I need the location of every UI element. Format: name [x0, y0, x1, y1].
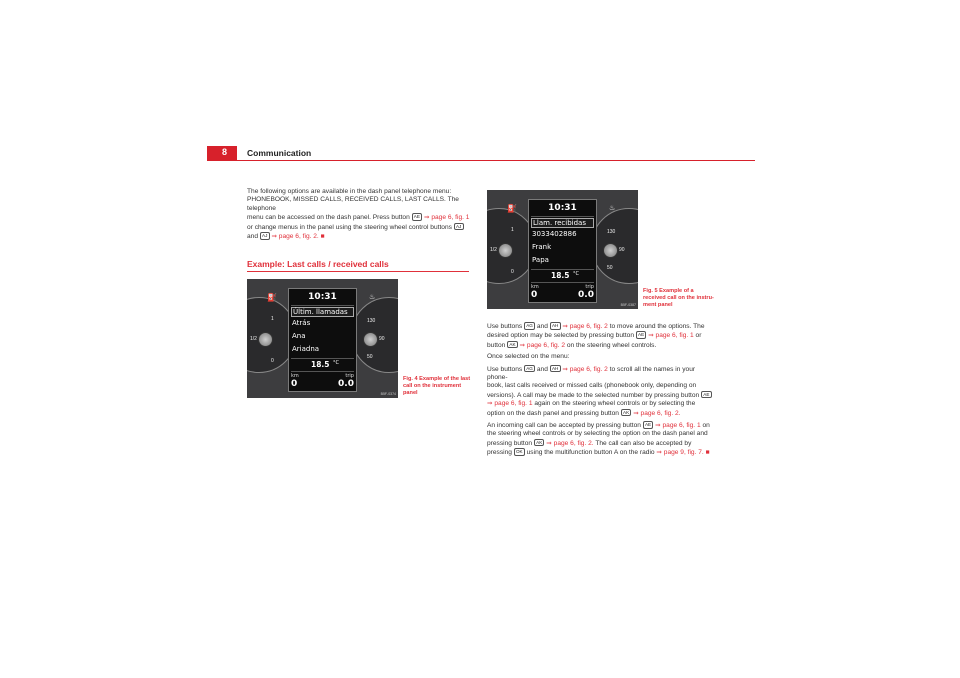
button-aj-icon: AJ — [454, 223, 464, 231]
coolant-icon: ♨ — [369, 294, 376, 301]
chapter-title: Communication — [247, 148, 312, 158]
page-reference-link[interactable]: ⇒ page 6, fig. 2 — [562, 365, 608, 373]
text: An incoming call can be accepted by pressing button — [487, 422, 641, 430]
intro-line: The following options are available in the dash panel telephone menu: — [247, 188, 452, 195]
figure-code: B5F-0374 — [380, 392, 396, 396]
text: and — [536, 323, 548, 330]
divider — [531, 216, 594, 217]
menu-item[interactable]: Ariadna — [292, 345, 320, 353]
instrument-screen — [528, 199, 597, 303]
divider — [531, 282, 594, 283]
page-reference-link[interactable]: ⇒ page 6, fig. 1 — [648, 332, 694, 340]
end-mark-icon: ■ — [320, 233, 325, 241]
text: on the steering wheel controls. — [566, 341, 657, 349]
temperature-unit: °C — [573, 271, 579, 277]
menu-title[interactable]: Llam. recibidas — [531, 218, 594, 228]
text: to move around the options. The — [609, 323, 705, 330]
text-line — [487, 421, 715, 430]
button-ae-icon: AE — [643, 421, 654, 429]
gauge-label: 130 — [607, 229, 616, 235]
figure-5-caption: Fig. 5 Example of a received call on the instru-ment panel — [643, 288, 714, 308]
text: on — [702, 422, 710, 430]
gauge-label: 1 — [271, 316, 274, 322]
fuel-icon: ⛽ — [267, 293, 277, 302]
page-reference-link[interactable]: ⇒ page 6, fig. 2. — [633, 409, 681, 417]
button-ae-icon: AE — [701, 391, 712, 399]
section-heading: Example: Last calls / received calls — [247, 259, 469, 272]
page-reference-link[interactable]: ⇒ page 6, fig. 1 — [487, 400, 533, 408]
gauge-label: 130 — [367, 318, 376, 324]
menu-item[interactable]: Papa — [532, 256, 549, 264]
text: button — [487, 341, 506, 349]
temperature-unit: °C — [333, 360, 339, 366]
temperature-knob — [603, 243, 618, 258]
intro-line — [247, 223, 472, 232]
odometer-value: 0 — [291, 379, 298, 389]
km-label: km — [291, 373, 299, 379]
gauge-label: 50 — [367, 354, 373, 360]
gauge-label: 1 — [511, 227, 514, 233]
trip-value: 0.0 — [338, 379, 354, 389]
menu-item[interactable]: Frank — [532, 243, 552, 251]
body-text — [487, 322, 715, 458]
button-ae-icon: AE — [636, 331, 647, 339]
button-ag-icon: AG — [524, 365, 535, 373]
divider — [531, 269, 594, 270]
figure-4-caption: Fig. 4 Example of the last call on the instrument panel — [403, 376, 471, 396]
page-reference-link[interactable]: ⇒ page 6, fig. 1 — [423, 214, 470, 222]
page-reference-link[interactable]: ⇒ page 6, fig. 1 — [655, 422, 701, 430]
page-reference-link[interactable]: ⇒ page 9, fig. 7. — [656, 449, 704, 457]
text-line — [487, 391, 715, 400]
clock-time: 10:31 — [548, 203, 577, 213]
button-ae-icon: AE — [412, 213, 423, 221]
page-number: 8 — [222, 147, 228, 157]
intro-paragraph — [247, 188, 472, 241]
gauge-label: 0 — [511, 269, 514, 275]
text: or — [695, 332, 702, 340]
button-ak-icon: AK — [621, 409, 632, 417]
text: using the multifunction button A on the radio — [526, 449, 655, 457]
text-line — [487, 322, 715, 331]
text: The call can also be accepted by — [595, 439, 692, 447]
text: desired option may be selected by pressing button — [487, 332, 634, 340]
button-ak-icon: AK — [507, 341, 518, 349]
text: versions). A call may be made to the selected number by pressing button — [487, 391, 700, 399]
page-number-tab — [207, 146, 237, 160]
intro-line — [247, 213, 472, 222]
figure-5-dashboard — [487, 190, 638, 309]
text-line — [487, 365, 715, 383]
gauge-label: 1/2 — [250, 336, 257, 342]
button-ag-icon: AG — [524, 322, 535, 330]
instrument-screen — [288, 288, 357, 392]
end-mark-icon: ■ — [705, 449, 710, 457]
button-ak-icon: AK — [534, 439, 545, 447]
page-reference-link[interactable]: ⇒ page 6, fig. 2. — [271, 233, 319, 241]
text-line — [487, 448, 715, 457]
text: Use buttons — [487, 323, 523, 330]
fuel-knob — [258, 332, 273, 347]
km-label: km — [531, 284, 539, 290]
intro-line: PHONEBOOK, MISSED CALLS, RECEIVED CALLS, LAST CALLS. The telephone — [247, 196, 459, 212]
page-reference-link[interactable]: ⇒ page 6, fig. 2 — [562, 323, 608, 330]
page-reference-link[interactable]: ⇒ page 6, fig. 2 — [519, 341, 566, 349]
text-line — [487, 439, 715, 448]
text-line — [487, 331, 715, 340]
trip-value: 0.0 — [578, 290, 594, 300]
text-line — [487, 409, 715, 418]
fuel-knob — [498, 243, 513, 258]
header-rule — [207, 160, 755, 161]
phone-number[interactable]: 3033402886 — [532, 230, 577, 238]
odometer-value: 0 — [531, 290, 538, 300]
text-line: the steering wheel controls or by selecting the option on the dash panel and — [487, 430, 708, 438]
button-ah-icon: AH — [550, 365, 561, 373]
figure-4-dashboard — [247, 279, 398, 398]
text: again on the steering wheel controls or by selecting the — [534, 400, 696, 408]
trip-label: trip — [345, 373, 354, 379]
coolant-icon: ♨ — [609, 205, 616, 212]
text-line — [487, 341, 715, 350]
menu-title[interactable]: Últim. llamadas — [291, 307, 354, 317]
gauge-label: 1/2 — [490, 247, 497, 253]
text: or change menus in the panel using the steering wheel control buttons — [247, 223, 452, 231]
temperature-knob — [363, 332, 378, 347]
text-line: book, last calls received or missed calls (phonebook only, depending on — [487, 382, 697, 390]
button-aj-icon: AJ — [260, 232, 270, 240]
gauge-label: 50 — [607, 265, 613, 271]
text: option on the dash panel and pressing button — [487, 409, 619, 417]
text: and — [247, 233, 259, 241]
page-reference-link[interactable]: ⇒ page 6, fig. 2. — [546, 439, 594, 447]
text: Use buttons — [487, 365, 523, 373]
temperature-reading: 18.5 — [311, 360, 330, 369]
text-line: Once selected on the menu: — [487, 353, 570, 361]
intro-line — [247, 232, 472, 241]
gauge-label: 90 — [379, 336, 385, 342]
divider — [291, 358, 354, 359]
gauge-label: 90 — [619, 247, 625, 253]
menu-item[interactable]: Ana — [292, 332, 306, 340]
gauge-label: 0 — [271, 358, 274, 364]
divider — [291, 371, 354, 372]
button-ah-icon: AH — [550, 322, 561, 330]
text: pressing — [487, 449, 512, 457]
text: and — [536, 365, 548, 373]
button-ok-icon: OK — [514, 448, 525, 456]
divider — [291, 305, 354, 306]
fuel-icon: ⛽ — [507, 204, 517, 213]
temperature-reading: 18.5 — [551, 271, 570, 280]
text: pressing button — [487, 439, 533, 447]
text: to scroll all the names in your phone- — [487, 365, 696, 382]
trip-label: trip — [585, 284, 594, 290]
clock-time: 10:31 — [308, 292, 337, 302]
figure-code: B5F-0387 — [620, 303, 636, 307]
menu-item[interactable]: Atrás — [292, 319, 311, 327]
text: menu can be accessed on the dash panel. Press button — [247, 214, 410, 222]
text-line — [487, 400, 715, 408]
